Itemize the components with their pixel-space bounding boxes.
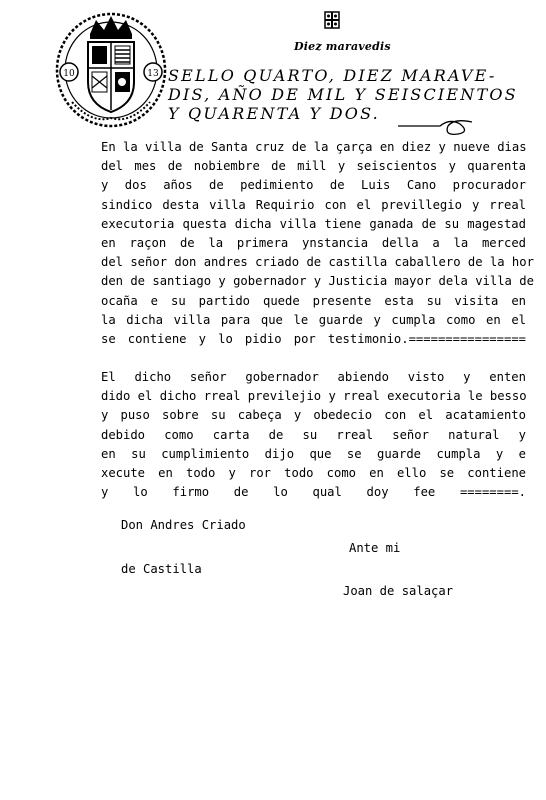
stamp-value-label: Diez maravedis: [294, 40, 391, 53]
stamp-legend-line: SELLO QUARTO, DIEZ MARAVE-: [168, 66, 497, 85]
text-line: del señor don andres criado de castilla caballero de la hor: [101, 255, 534, 270]
flourish-icon: [396, 114, 476, 138]
signature-right-line-2: Joan de salaçar: [343, 584, 454, 598]
text-line: executoria questa dicha villa tiene ganada de su magestad: [101, 216, 526, 231]
text-line: del mes de nobiembre de mill y seiscientos y quarenta: [101, 159, 526, 174]
seal-number-left: 10: [63, 69, 75, 79]
paragraph-1: [101, 138, 534, 349]
stamp-legend-line: Y QUARENTA Y DOS.: [168, 104, 380, 123]
text-line: y dos años de pedimiento de Luis Cano procurador: [101, 178, 526, 193]
text-line: en su cumplimiento dijo que se guarde cumpla y e: [101, 446, 526, 461]
paragraph-2: [101, 368, 526, 502]
text-line: xecute en todo y ror todo como en ello se contiene: [101, 466, 526, 481]
cross-emblem-icon: [322, 10, 342, 30]
text-line: dido el dicho rreal previlejio y rreal executoria le besso: [101, 389, 527, 404]
text-line: ocaña e su partido quede presente esta su visita en: [101, 293, 526, 308]
seal-number-right: 13: [147, 69, 159, 79]
text-line: El dicho señor gobernador abiendo visto y enten: [101, 370, 526, 384]
text-line: la dicha villa para que le guarde y cumpla como en el: [101, 312, 526, 327]
signature-left-line-1: Don Andres Criado: [121, 518, 246, 532]
text-line: y lo firmo de lo qual doy fee ========.: [101, 485, 526, 500]
signature-left-line-2: de Castilla: [121, 562, 202, 576]
text-line: en raçon de la primera ynstancia della a la merced: [101, 236, 526, 251]
text-line: se contiene y lo pidio por testimonio.================: [101, 332, 526, 347]
text-line: sindico desta villa Requirio con el previllegio y rreal: [101, 197, 526, 212]
text-line: debido como carta de su rreal señor natural y: [101, 427, 526, 442]
signature-right-line-1: Ante mi: [349, 541, 401, 555]
text-line: y puso sobre su cabeça y obedecio con el acatamiento: [101, 408, 526, 423]
text-line: den de santiago y gobernador y Justicia mayor dela villa de: [101, 274, 534, 289]
text-line: En la villa de Santa cruz de la çarça en diez y nueve dias: [101, 140, 527, 154]
stamp-legend-line: DIS, AÑO DE MIL Y SEISCIENTOS: [168, 85, 518, 104]
coat-of-arms-seal-icon: [52, 6, 170, 130]
